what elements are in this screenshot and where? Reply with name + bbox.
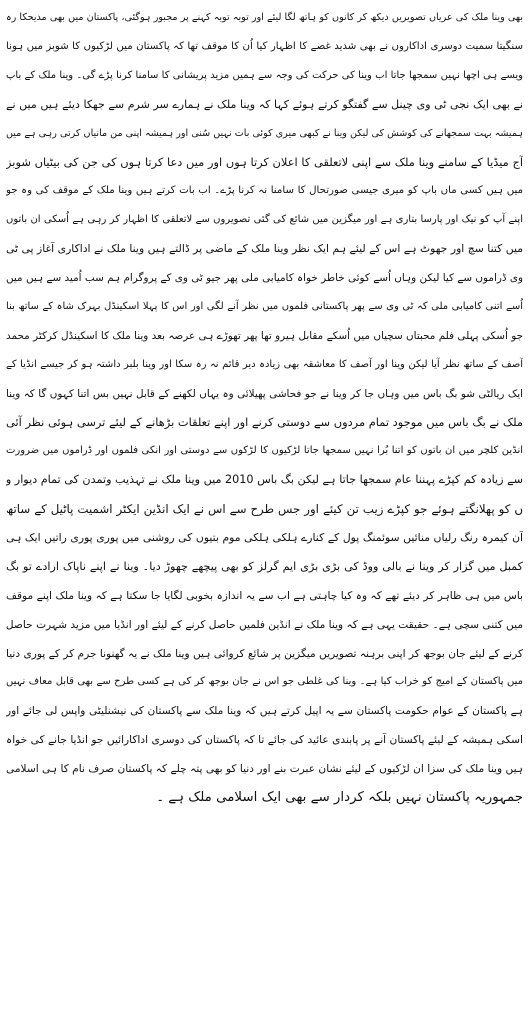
text-line: میں کتنی سچی ہے۔ حقیقت یہی ہے کہ وینا ملک نے انڈین فلمیں حاصل کرنے کے لیئے اور انڈیا میں مزید شہرت حاصل: [6, 618, 523, 631]
text-line: جو اُسکی پہلی فلم محبتاں سچیاں میں اُسکے مقابل ہیرو تھا پھر تھوڑے ہی عرصہ بعد وینا ملک کا اسکینڈل کرکٹر محمد: [6, 329, 523, 342]
text-line: ہیں وینا ملک کی سزا ان لڑکیوں کے لیئے نشان عبرت بنے اور دنیا کو بھی پتہ چلے کہ پاکستان صرف نام کا ہی اسلامی: [6, 763, 523, 776]
text-line: انڈین کلچر میں ان باتوں کو اتنا بُرا نہیں سمجھا جاتا لڑکیوں کا لڑکوں سے دوستی اور انکی فلموں اور ڈراموں میں ضرورت: [6, 445, 523, 457]
text-line: کرنے کے لیئے جان بوجھ کر اپنی برہنہ تصویریں میگزین پر شائع کروائی ہیں وینا ملک نے یہ گھنونا جرم کر کے پوری دنیا: [6, 647, 523, 660]
text-line: ں کو پھلانگتے ہوئے جو کپڑے زیب تن کیئے اور جس طرح سے اس نے ایک انڈین ایکٹر اشمیت پاٹیل کے ساتھ: [6, 502, 523, 517]
text-line: میں کتنا سچ اور جھوٹ ہے اس کے لیئے ہم ایک نظر وینا ملک کے ماضی پر ڈالتے ہیں وینا ملک نے اداکاری آغاز پی ٹی: [6, 242, 523, 256]
text-line: ہمیشہ بہت سمجھانے کی کوشش کی لیکن وینا نے کبھی میری کوئی بات نہیں سُنی اور ہمیشہ اپنی من مانیاں کرتی رہی ہے میں: [6, 127, 523, 139]
text-line: آصف کے ساتھ نظر آیا لیکن وینا اور آصف کا معاشقہ بھی زیادہ دیر قائم نہ رہ سکا اور وینا بلبر داشتہ ہو کر جیسے انڈیا کے: [6, 358, 523, 370]
text-line: سنگیتا سمیت دوسری اداکاروں نے بھی شدید غصے کا اظہار کیا اُن کا موقف تھا کہ پاکستان میں لڑکیوں کا شوبز میں ہونا: [6, 40, 523, 52]
text-line: ویسے ہی اچھا نہیں سمجھا جاتا اب وینا کی حرکت کی وجہ سے ہمیں مزید پریشانی کا سامنا کرنا پڑے گی۔ وینا ملک کے باپ: [6, 69, 523, 81]
text-line-last: جمہوریہ پاکستان نہیں بلکہ کردار سے بھی ایک اسلامی ملک ہے ۔: [156, 790, 523, 806]
text-line: وی ڈراموں سے کیا لیکن وہاں اُسے کوئی خاطر خواہ کامیابی ملی پھر جیو ٹی وی کے پروگرام ہم سب اُمید سے ہیں میں: [6, 272, 523, 285]
text-line: میں ہیں کسی ماں باپ کو میری جیسی صورتحال کا سامنا نہ کرنا پڑے۔ اب بات کرتے ہیں وینا ملک کے موقف کی وہ جو: [6, 185, 523, 197]
text-line: آج میڈیا کے سامنے وینا ملک سے اپنی لاتعلقی کا اعلان کرتا ہوں اور میں دعا کرتا ہوں کی جن کی بیٹیاں شوبز: [6, 155, 523, 170]
text-line: ہے پاکستان کے عوام حکومت پاکستان سے یہ اپیل کرتے ہیں کہ وینا ملک سے پاکستان کی نیشنلیٹی واپس لی جائے اور: [6, 705, 523, 718]
text-line: آن کیمرہ رنگ رلیاں منائیں سوئمنگ پول کے کنارے ہلکی ہلکی موم بتیوں کی روشنی میں پوری پوری راتیں ایک ہی: [6, 531, 523, 545]
text-line: اسکی ہمیشہ کے لیئے پاکستان آنے پر پابندی عائید کی جائے تا کہ پاکستان کی دوسری اداکارائیں جو انڈیا جانے کی خواہ: [6, 734, 523, 747]
text-line: نے بھی ایک نجی ٹی وی چینل سے گفتگو کرتے ہوئے کہا کہ وینا ملک نے ہمارے سر شرم سے جھکا دیئے ہیں میں نے: [6, 97, 523, 111]
text-line: اپنے آپ کو نیک اور پارسا بتاری ہے اور میگزین میں شائع کی گئی تصویروں سے لاتعلقی کا اظہار کر رہی ہے اُسکی ان باتوں: [6, 214, 523, 226]
text-line: کمبل میں گزار کر وینا نے بالی ووڈ کی بڑی بڑی ایم گرلز کو بھی پیچھے چھوڑ دیا۔ وینا نے اپنے ناپاک ارادے تو بگ: [6, 559, 523, 573]
text-line: بھی وینا ملک کی عریاں تصویریں دیکھ کر کانوں کو ہاتھ لگا لیئے اور توبہ توبہ کہنے پر مجبور ہوگئی، پاکستان میں بھی مدیحکا رہ: [6, 12, 523, 23]
text-line: باس میں ہی ظاہر کر دیئے تھے کہ وہ کیا چاہتی ہے اب سے یہ اندازہ بخوبی لگایا جا سکتا ہے کہ وینا ملک اپنے موقف: [6, 589, 523, 602]
text-line: ایک ریالٹی شو بگ باس میں وہاں جا کر وینا نے جو فحاشی پھیلائی وہ یہاں لکھنے کے قابل نہیں بس اتنا کہوں گا کہ وینا: [6, 387, 523, 400]
text-line: میں پاکستان کے امیج کو خراب کیا ہے۔ وینا کی غلطی جو اس نے جان بوجھ کر کی ہے کسی طرح سے بھی قابل معاف نہیں: [6, 676, 523, 688]
text-line: سے زیادہ کم کپڑے پہننا عام سمجھا جاتا ہے لیکن بگ باس 2010 میں وینا ملک نے تہذیب وتمدن کی تمام دیوار و: [6, 473, 523, 487]
text-line: اُسے اتنی کامیابی ملی کہ ٹی وی سے پھر پاکستانی فلموں میں نظر آنے لگی اور اس کا پہلا اسکینڈل بہرک شاہ کے ساتھ بنا: [6, 300, 523, 312]
text-line: ملک نے بگ باس میں موجود تمام مردوں سے دوستی کرنے اور اپنے تعلقات بڑھانے کے لیئے ترسی ہوئی نظر آئی: [6, 415, 523, 430]
